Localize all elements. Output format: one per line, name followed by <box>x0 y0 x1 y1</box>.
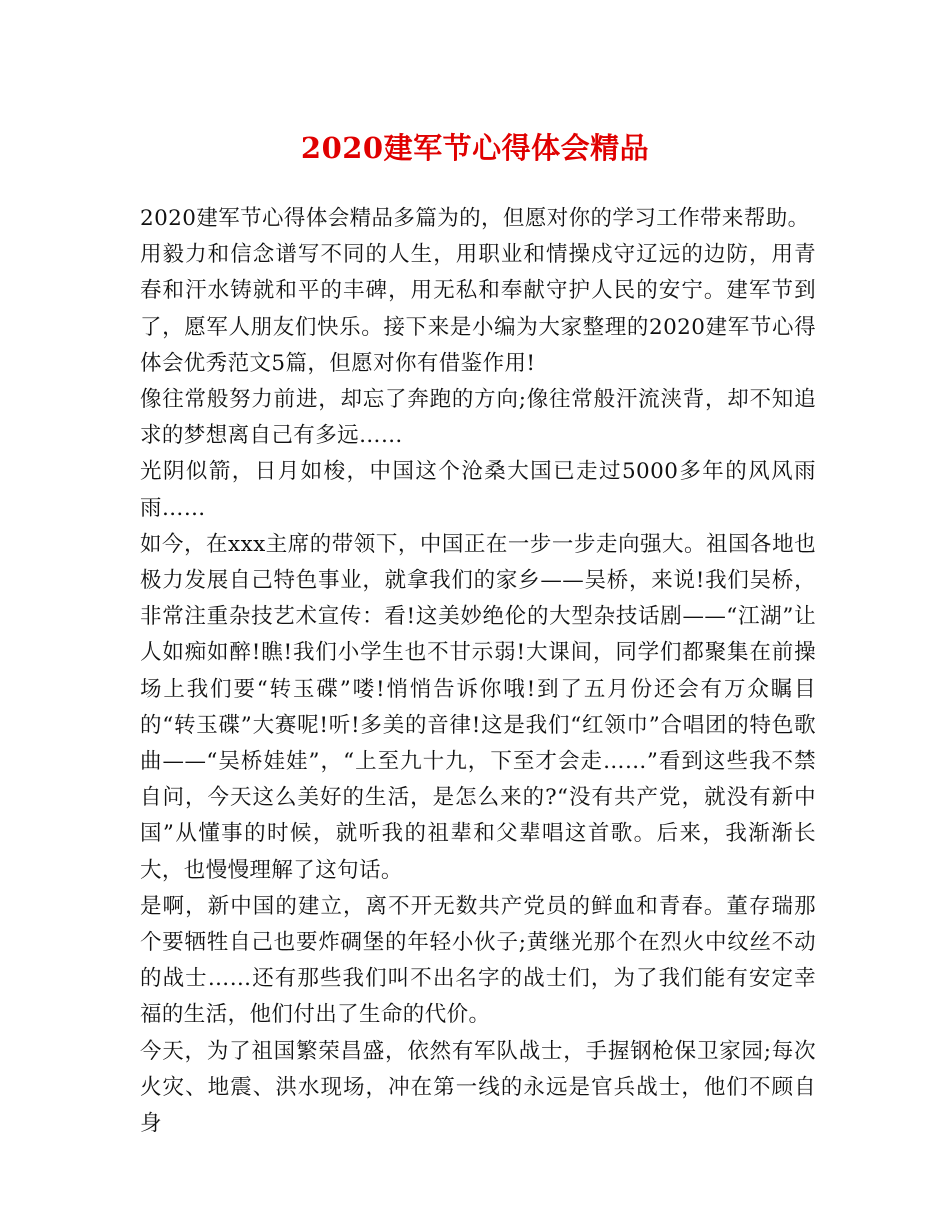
paragraph-preface: 用毅力和信念谱写不同的人生，用职业和情操戍守辽远的边防，用青春和汗水铸就和平的丰碑，用无私和奉献守护人民的安宁。建军节到了，愿军人朋友们快乐。接下来是小编为大家整理的2020建军节心得体会优秀范文5篇，但愿对你有借鉴作用! <box>140 242 816 376</box>
paragraph-5: 今天，为了祖国繁荣昌盛，依然有军队战士，手握钢枪保卫家园;每次火灾、地震、洪水现场，冲在第一线的永远是官兵战士，他们不顾自身 <box>140 1038 816 1137</box>
paragraph-intro: 2020建军节心得体会精品多篇为的，但愿对你的学习工作带来帮助。 <box>140 206 810 231</box>
document-body <box>140 201 816 1142</box>
document-title: 2020建军节心得体会精品 <box>300 131 650 165</box>
paragraph-1: 像往常般努力前进，却忘了奔跑的方向;像往常般汗流浃背，却不知追求的梦想离自己有多远…… <box>140 387 816 449</box>
paragraph-4: 是啊，新中国的建立，离不开无数共产党员的鲜血和青春。董存瑞那个要牺牲自己也要炸碉堡的年轻小伙子;黄继光那个在烈火中纹丝不动的战士……还有那些我们叫不出名字的战士们，为了我们能有安定幸福的生活，他们付出了生命的代价。 <box>140 893 816 1028</box>
paragraph-2: 光阴似箭，日月如梭，中国这个沧桑大国已走过5000多年的风风雨雨…… <box>140 459 816 521</box>
paragraph-3: 如今，在xxx主席的带领下，中国正在一步一步走向强大。祖国各地也极力发展自己特色事业，就拿我们的家乡——吴桥，来说!我们吴桥，非常注重杂技艺术宣传：看!这美妙绝伦的大型杂技话剧——“江湖”让人如痴如醉!瞧!我们小学生也不甘示弱!大课间，同学们都聚集在前操场上我们要“转玉碟”喽!悄悄告诉你哦!到了五月份还会有万众瞩目的“转玉碟”大赛呢!听!多美的音律!这是我们“红领巾”合唱团的特色歌曲——“吴桥娃娃”，“上至九十九，下至才会走……”看到这些我不禁自问，今天这么美好的生活，是怎么来的?“没有共产党，就没有新中国”从懂事的时候，就听我的祖辈和父辈唱这首歌。后来，我渐渐长大，也慢慢理解了这句话。 <box>140 531 816 883</box>
